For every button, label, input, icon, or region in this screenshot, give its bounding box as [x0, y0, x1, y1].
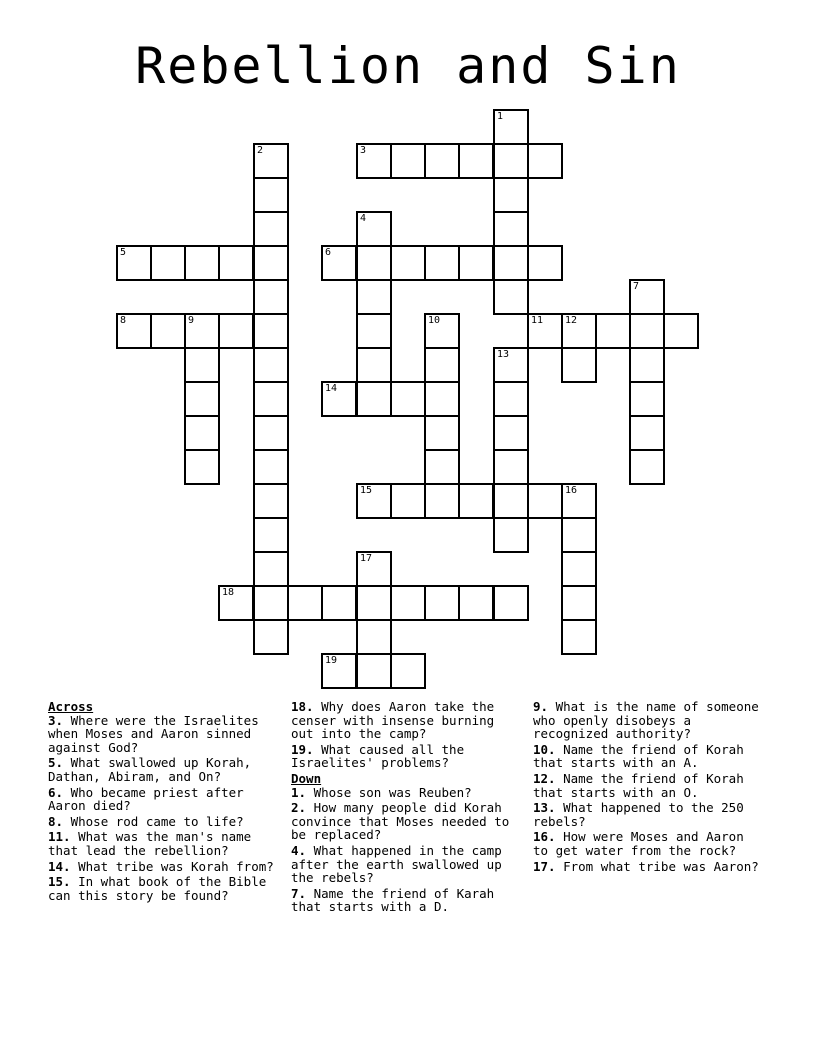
crossword-cell[interactable] [356, 245, 392, 281]
clue-number: 6 [325, 247, 332, 258]
clue-number: 5 [120, 247, 127, 258]
clue-number: 15 [360, 485, 373, 496]
crossword-cell[interactable] [184, 449, 220, 485]
crossword-cell[interactable] [424, 449, 460, 485]
crossword-cell[interactable] [321, 245, 357, 281]
crossword-cell[interactable] [356, 653, 392, 689]
crossword-cell[interactable] [116, 313, 152, 349]
crossword-cell[interactable] [527, 143, 563, 179]
crossword-cell[interactable] [493, 415, 529, 451]
crossword-cell[interactable] [424, 415, 460, 451]
clue-across-11: 11. What was the man's name that lead the rebellion? [48, 829, 252, 858]
clue-number: 3 [360, 145, 367, 156]
crossword-cell[interactable] [356, 347, 392, 383]
clues-column-3 [533, 700, 765, 875]
crossword-cell[interactable] [184, 415, 220, 451]
clue-across-5: 5. What swallowed up Korah, Dathan, Abiram, and On? [48, 755, 252, 784]
clue-number: 18 [222, 587, 235, 598]
crossword-cell[interactable] [184, 347, 220, 383]
crossword-cell[interactable] [527, 313, 563, 349]
crossword-cell[interactable] [629, 347, 665, 383]
crossword-cell[interactable] [253, 347, 289, 383]
crossword-cell[interactable] [493, 279, 529, 315]
crossword-cell[interactable] [116, 245, 152, 281]
crossword-cell[interactable] [356, 143, 392, 179]
clue-number: 10 [428, 315, 441, 326]
crossword-cell[interactable] [595, 313, 631, 349]
crossword-cell[interactable] [253, 415, 289, 451]
crossword-cell[interactable] [424, 143, 460, 179]
crossword-cell[interactable] [390, 483, 426, 519]
clue-down-12: 12. Name the friend of Korah that starts with an O. [533, 770, 744, 800]
crossword-cell[interactable] [184, 313, 220, 349]
clue-across-15: 15. In what book of the Bible can this story be found? [48, 874, 267, 903]
clue-number: 12 [565, 315, 578, 326]
crossword-cell[interactable] [458, 585, 494, 621]
crossword-cell[interactable] [253, 279, 289, 315]
clue-down-4: 4. What happened in the camp after the earth swallowed up the rebels? [291, 842, 502, 886]
crossword-cell[interactable] [253, 619, 289, 655]
clue-number: 2 [257, 145, 264, 156]
crossword-cell[interactable] [458, 143, 494, 179]
clues-column-2 [291, 700, 523, 916]
crossword-cell[interactable] [493, 211, 529, 247]
crossword-cell[interactable] [663, 313, 699, 349]
clue-number: 9 [188, 315, 195, 326]
crossword-cell[interactable] [561, 483, 597, 519]
clue-across-19: 19. What caused all the Israelites' problems? [291, 741, 465, 771]
crossword-cell[interactable] [356, 551, 392, 587]
crossword-cell[interactable] [493, 585, 529, 621]
clue-number: 11 [531, 315, 544, 326]
crossword-cell[interactable] [458, 245, 494, 281]
down-heading: Down [291, 770, 322, 786]
page-title: Rebellion and Sin [135, 37, 681, 95]
clue-down-10: 10. Name the friend of Korah that starts with an A. [533, 741, 744, 771]
clue-down-17: 17. From what tribe was Aaron? [533, 858, 759, 874]
crossword-cell[interactable] [253, 449, 289, 485]
crossword-cell[interactable] [390, 653, 426, 689]
clue-down-7: 7. Name the friend of Karah that starts with a D. [291, 885, 495, 915]
crossword-cell[interactable] [321, 381, 357, 417]
crossword-cell[interactable] [424, 245, 460, 281]
crossword-cell[interactable] [253, 143, 289, 179]
crossword-cell[interactable] [218, 245, 254, 281]
crossword-cell[interactable] [253, 551, 289, 587]
crossword-cell[interactable] [629, 313, 665, 349]
crossword-cell[interactable] [493, 483, 529, 519]
crossword-cell[interactable] [356, 313, 392, 349]
crossword-cell[interactable] [424, 347, 460, 383]
crossword-cell[interactable] [218, 585, 254, 621]
clue-number: 17 [360, 553, 373, 564]
crossword-cell[interactable] [356, 381, 392, 417]
clue-number: 13 [497, 349, 510, 360]
crossword-cell[interactable] [150, 313, 186, 349]
crossword-cell[interactable] [424, 483, 460, 519]
clue-down-13: 13. What happened to the 250 rebels? [533, 800, 744, 829]
clue-across-6: 6. Who became priest after Aaron died? [48, 784, 244, 814]
crossword-cell[interactable] [356, 585, 392, 621]
across-heading: Across [48, 699, 94, 714]
crossword-cell[interactable] [629, 381, 665, 417]
crossword-cell[interactable] [321, 585, 357, 621]
crossword-cell[interactable] [253, 517, 289, 553]
crossword-cell[interactable] [390, 585, 426, 621]
clue-down-9: 9. What is the name of someone who openly disobeys a recognized authority? [533, 699, 759, 742]
crossword-cell[interactable] [356, 619, 392, 655]
crossword-cell[interactable] [493, 177, 529, 213]
crossword-cell[interactable] [561, 585, 597, 621]
crossword-cell[interactable] [218, 313, 254, 349]
clue-across-18: 18. Why does Aaron take the censer with insense burning out into the camp? [291, 699, 495, 742]
crossword-cell[interactable] [493, 449, 529, 485]
clue-number: 19 [325, 655, 338, 666]
clue-down-2: 2. How many people did Korah convince that Moses needed to be replaced? [291, 800, 510, 843]
crossword-cell[interactable] [561, 551, 597, 587]
crossword-cell[interactable] [493, 245, 529, 281]
crossword-cell[interactable] [493, 109, 529, 145]
clue-number: 1 [497, 111, 504, 122]
crossword-cell[interactable] [390, 143, 426, 179]
crossword-cell[interactable] [390, 245, 426, 281]
clue-number: 16 [565, 485, 578, 496]
crossword-cell[interactable] [390, 381, 426, 417]
crossword-cell[interactable] [253, 211, 289, 247]
crossword-cell[interactable] [424, 585, 460, 621]
crossword-cell[interactable] [629, 415, 665, 451]
clue-number: 14 [325, 383, 338, 394]
clue-number: 4 [360, 213, 367, 224]
crossword-cell[interactable] [253, 245, 289, 281]
crossword-cell[interactable] [184, 245, 220, 281]
clue-number: 8 [120, 315, 127, 326]
clues-column-1 [48, 700, 280, 904]
crossword-cell[interactable] [253, 177, 289, 213]
crossword-cell[interactable] [424, 313, 460, 349]
crossword-cell[interactable] [287, 585, 323, 621]
crossword-cell[interactable] [184, 381, 220, 417]
crossword-cell[interactable] [424, 381, 460, 417]
crossword-cell[interactable] [493, 347, 529, 383]
clue-across-8: 8. Whose rod came to life? [48, 813, 244, 829]
crossword-cell[interactable] [493, 517, 529, 553]
crossword-cell[interactable] [527, 245, 563, 281]
crossword-cell[interactable] [253, 585, 289, 621]
crossword-cell[interactable] [356, 279, 392, 315]
crossword-cell[interactable] [561, 517, 597, 553]
crossword-cell[interactable] [356, 483, 392, 519]
crossword-cell[interactable] [493, 143, 529, 179]
crossword-cell[interactable] [356, 211, 392, 247]
crossword-cell[interactable] [629, 449, 665, 485]
crossword-cell[interactable] [150, 245, 186, 281]
crossword-cell[interactable] [493, 381, 529, 417]
crossword-cell[interactable] [253, 381, 289, 417]
clue-across-3: 3. Where were the Israelites when Moses and Aaron sinned against God? [48, 712, 259, 755]
crossword-cell[interactable] [561, 619, 597, 655]
clue-number: 7 [633, 281, 640, 292]
crossword-cell[interactable] [321, 653, 357, 689]
clue-down-1: 1. Whose son was Reuben? [291, 784, 472, 800]
crossword-cell[interactable] [458, 483, 494, 519]
crossword-cell[interactable] [527, 483, 563, 519]
crossword-cell[interactable] [253, 313, 289, 349]
crossword-cell[interactable] [253, 483, 289, 519]
clue-down-16: 16. How were Moses and Aaron to get water from the rock? [533, 829, 744, 858]
crossword-cell[interactable] [561, 347, 597, 383]
clue-across-14: 14. What tribe was Korah from? [48, 858, 274, 874]
crossword-cell[interactable] [561, 313, 597, 349]
crossword-cell[interactable] [629, 279, 665, 315]
